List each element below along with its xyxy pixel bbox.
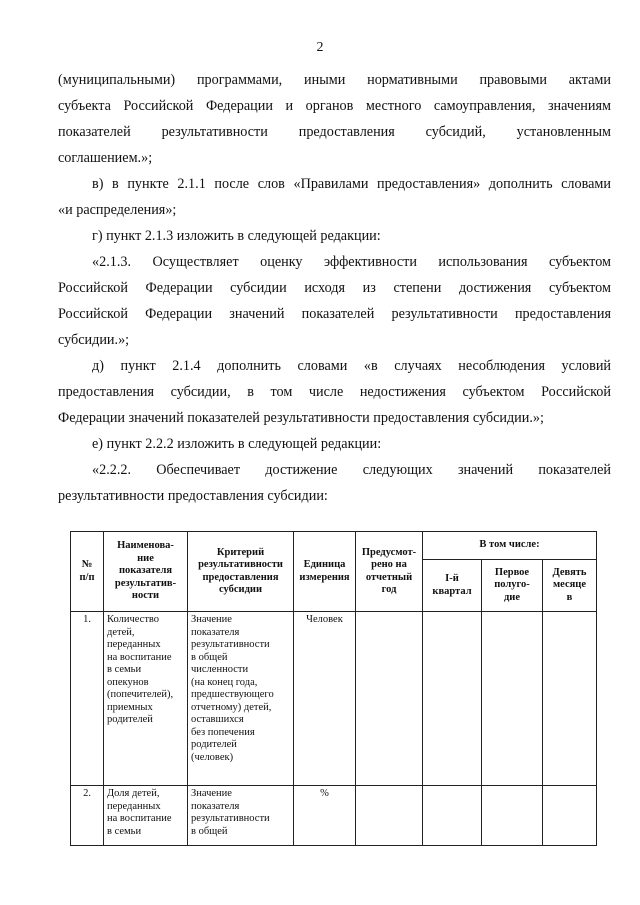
row-planned xyxy=(356,612,423,786)
text-line: е) пункт 2.2.2 изложить в следующей редакции: xyxy=(92,436,382,452)
header-q1: I-й квартал xyxy=(423,560,482,612)
row-nine-months xyxy=(543,786,597,846)
header-num: № п/п xyxy=(71,532,104,612)
row-nine-months xyxy=(543,612,597,786)
text-line: (муниципальными) программами, иными нормативными правовыми актами xyxy=(58,72,611,88)
row-unit: % xyxy=(294,786,356,846)
header-criterion: Критерий результативности предоставления субсидии xyxy=(188,532,294,612)
table-row xyxy=(71,612,597,786)
header-nine-months: Девять месяце в xyxy=(543,560,597,612)
row-q1 xyxy=(423,786,482,846)
header-half-year: Первое полуго- дие xyxy=(482,560,543,612)
text-line: соглашением.»; xyxy=(58,150,153,166)
row-criterion: Значение показателя результативности в общей xyxy=(188,786,294,846)
header-indicator-name: Наименова- ние показателя результатив- ности xyxy=(104,532,188,612)
row-half-year xyxy=(482,786,543,846)
page-number: 2 xyxy=(316,40,324,55)
text-line: Федерации значений показателей результативности предоставления субсидии.»; xyxy=(58,410,544,426)
text-line: «2.1.3. Осуществляет оценку эффективности использования субъектом xyxy=(92,254,611,270)
text-line: «2.2.2. Обеспечивает достижение следующих значений показателей xyxy=(92,462,611,478)
text-line: г) пункт 2.1.3 изложить в следующей редакции: xyxy=(92,228,381,244)
text-line: субсидии.»; xyxy=(58,332,130,348)
row-half-year xyxy=(482,612,543,786)
text-line: в) в пункте 2.1.1 после слов «Правилами предоставления» дополнить словами xyxy=(92,176,611,192)
row-unit: Человек xyxy=(294,612,356,786)
row-criterion: Значение показателя результативности в общей численности (на конец года, предшествующего отчетному) детей, оставшихся без попечения родителей (человек) xyxy=(188,612,294,786)
text-line: «и распределения»; xyxy=(58,202,177,218)
row-indicator-name: Количество детей, переданных на воспитание в семьи опекунов (попечителей), приемных родителей xyxy=(104,612,188,786)
text-line: показателей результативности предоставления субсидий, установленным xyxy=(58,124,611,140)
header-including: В том числе: xyxy=(423,532,597,560)
text-line: Российской Федерации субсидии исходя из степени достижения субъектом xyxy=(58,280,611,296)
header-planned: Предусмот- рено на отчетный год xyxy=(356,532,423,612)
header-unit: Единица измерения xyxy=(294,532,356,612)
row-q1 xyxy=(423,612,482,786)
row-indicator-name: Доля детей, переданных на воспитание в семьи xyxy=(104,786,188,846)
text-line: д) пункт 2.1.4 дополнить словами «в случаях несоблюдения условий xyxy=(92,358,611,374)
row-num: 2. xyxy=(71,786,104,846)
text-line: субъекта Российской Федерации и органов местного самоуправления, значениям xyxy=(58,98,611,114)
row-planned xyxy=(356,786,423,846)
text-line: результативности предоставления субсидии: xyxy=(58,488,328,504)
row-num: 1. xyxy=(71,612,104,786)
table-row xyxy=(71,786,597,846)
indicators-table xyxy=(70,531,597,846)
text-line: Российской Федерации значений показателей результативности предоставления xyxy=(58,306,611,322)
text-line: предоставления субсидии, в том числе недостижения субъектом Российской xyxy=(58,384,611,400)
